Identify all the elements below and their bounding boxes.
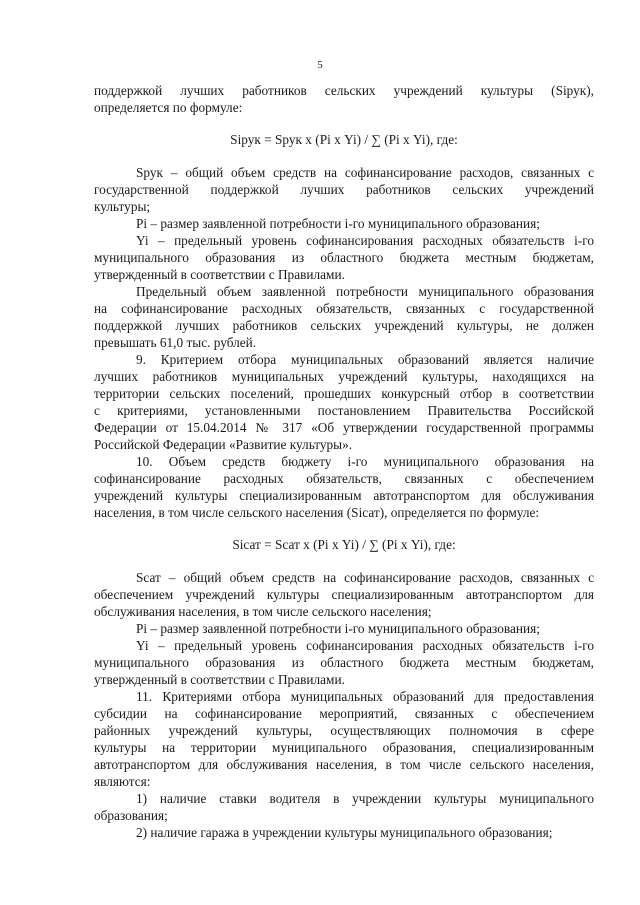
text-line: Российской Федерации «Развитие культуры». — [94, 437, 353, 452]
text-line: Sсат – общий объем средств на софинансирование расходов, связанных с — [136, 570, 594, 585]
text-line: утвержденный в соответствии с Правилами. — [94, 267, 345, 282]
text-line: Yi – предельный уровень софинансирования расходных обязательств i-го — [136, 233, 594, 248]
text-line: обслуживания населения, в том числе сельского населения; — [94, 604, 432, 619]
text-line: 2) наличие гаража в учреждении культуры муниципального образования; — [136, 825, 553, 840]
text-line: Siрук = Sрук х (Pi х Yi) / ∑ (Pi х Yi), где: — [230, 132, 458, 147]
text-line: обеспечением учреждений культуры специализированным автотранспортом для — [94, 587, 594, 602]
text-line: лучших работников муниципальных учреждений культуры, находящихся на — [94, 369, 594, 384]
text-line: субсидии на софинансирование мероприятий, связанных с обеспечением — [94, 706, 594, 721]
page-number: 5 — [317, 59, 323, 71]
text-line: 10. Объем средств бюджету i-го муниципального образования на — [136, 454, 594, 469]
text-line: учреждений культуры специализированным автотранспортом для обслуживания — [94, 488, 594, 503]
text-line: Pi – размер заявленной потребности i-го муниципального образования; — [136, 621, 540, 636]
text-line: муниципального образования из областного бюджета местным бюджетам, — [94, 655, 594, 670]
text-line: Федерации от 15.04.2014 № 317 «Об утверждении государственной программы — [94, 420, 594, 435]
text-line: поддержкой лучших работников сельских учреждений культуры (Siрук), — [94, 83, 594, 98]
text-line: превышать 61,0 тыс. рублей. — [94, 335, 257, 350]
text-line: определяется по формуле: — [94, 100, 243, 115]
text-line: Siсат = Sсат х (Pi х Yi) / ∑ (Pi х Yi), где: — [232, 537, 456, 552]
text-line: с критериями, установленными постановлением Правительства Российской — [94, 403, 594, 418]
text-line: являются: — [94, 774, 151, 789]
text-line: 1) наличие ставки водителя в учреждении культуры муниципального — [136, 791, 594, 806]
text-line: Pi – размер заявленной потребности i-го муниципального образования; — [136, 216, 540, 231]
text-line: 11. Критериями отбора муниципальных образований для предоставления — [136, 689, 594, 704]
text-line: утвержденный в соответствии с Правилами. — [94, 672, 345, 687]
text-line: культуры; — [94, 199, 151, 214]
text-line: образования; — [94, 808, 168, 823]
text-line: на софинансирование расходных обязательств, связанных с государственной — [94, 301, 594, 316]
text-line: Предельный объем заявленной потребности муниципального образования — [136, 284, 594, 299]
text-line: поддержкой лучших работников сельских учреждений культуры, не должен — [94, 318, 594, 333]
text-line: государственной поддержкой лучших работников сельских учреждений — [94, 182, 594, 197]
text-line: Yi – предельный уровень софинансирования расходных обязательств i-го — [136, 638, 594, 653]
text-line: автотранспортом для обслуживания населения, в том числе сельского населения, — [94, 757, 594, 772]
text-line: районных учреждений культуры, осуществляющих полномочия в сфере — [94, 723, 594, 738]
text-line: территории сельских поселений, прошедших конкурсный отбор в соответствии — [94, 386, 594, 401]
text-line: 9. Критерием отбора муниципальных образований является наличие — [136, 352, 594, 367]
text-line: культуры на территории муниципального образования, специализированным — [94, 740, 594, 755]
text-line: муниципального образования из областного бюджета местным бюджетам, — [94, 250, 594, 265]
text-line: софинансирование расходных обязательств, связанных с обеспечением — [94, 471, 594, 486]
text-line: Sрук – общий объем средств на софинансирование расходов, связанных с — [136, 165, 594, 180]
text-line: населения, в том числе сельского населения (Siсат), определяется по формуле: — [94, 505, 540, 520]
